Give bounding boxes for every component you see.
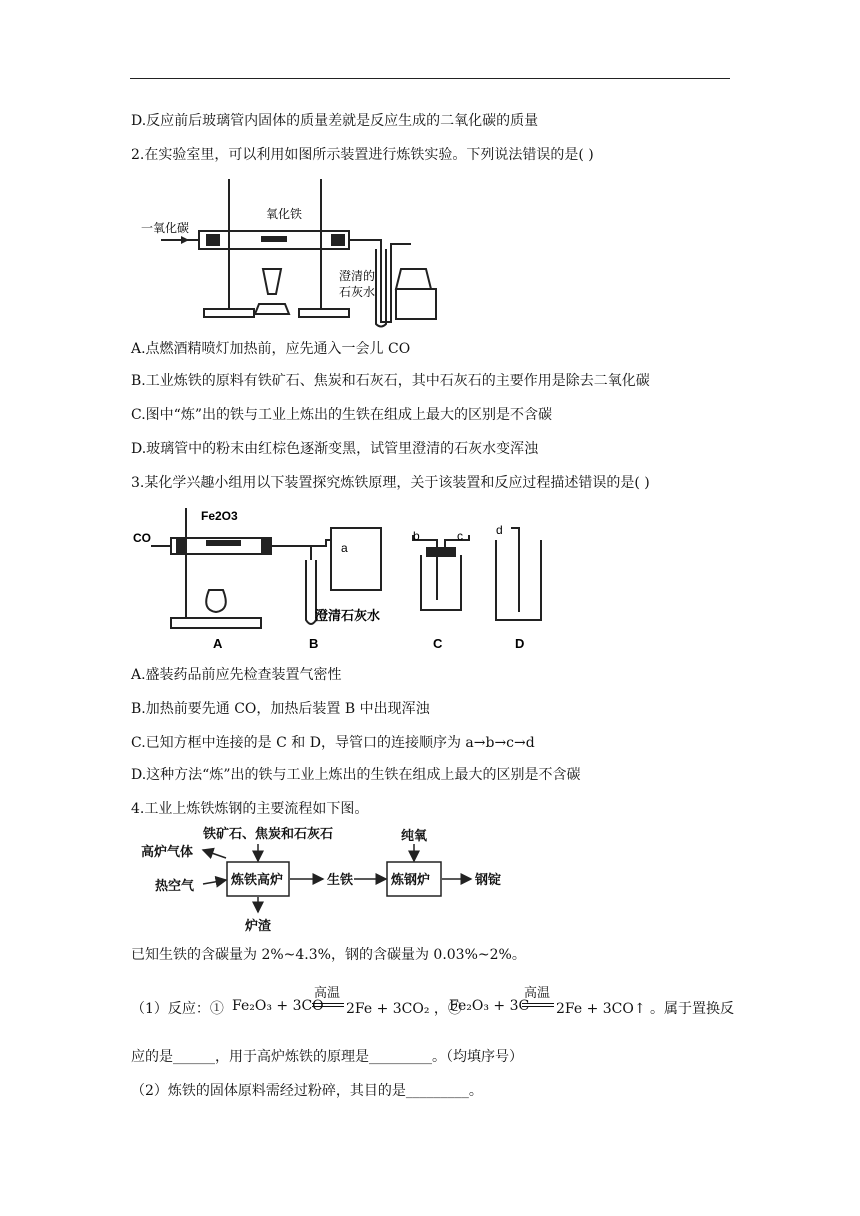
q2-option-c: C.图中“炼”出的铁与工业上炼出的生铁在组成上最大的区别是不含碳 — [131, 407, 552, 423]
question-3: 3.某化学兴趣小组用以下装置探究炼铁原理，关于该装置和反应过程描述错误的是( ) — [131, 475, 650, 491]
question-2: 2.在实验室里，可以利用如图所示装置进行炼铁实验。下列说法错误的是( ) — [131, 147, 594, 163]
eq2-condition: 高温 — [524, 986, 551, 1001]
label-limewater-1: 澄清的 — [339, 269, 376, 283]
eq1-sign — [312, 1003, 344, 1007]
label-b: B — [309, 636, 319, 651]
figure-apparatus-abcd — [131, 500, 571, 655]
port-d: d — [496, 523, 503, 537]
label-d: D — [515, 636, 525, 651]
q3-option-a: A.盛装药品前应先检查装置气密性 — [131, 667, 342, 683]
label-a: A — [213, 636, 223, 651]
label-co-2: CO — [133, 531, 151, 545]
q4-part1-continued: 应的是______，用于高炉炼铁的原理是_________。（均填序号） — [131, 1049, 523, 1065]
flow-hot-air: 热空气 — [155, 878, 195, 893]
q3-option-c: C.已知方框中连接的是 C 和 D，导管口的连接顺序为 a→b→c→d — [131, 735, 535, 751]
flow-pig-iron: 生铁 — [327, 872, 354, 887]
eq1-left: Fe₂O₃ + 3CO — [232, 998, 324, 1014]
figure-ironmaking-flow — [141, 826, 521, 936]
port-b: b — [413, 529, 420, 543]
eq-prefix: （1）反应：① — [131, 1001, 224, 1017]
flow-oxygen: 纯氧 — [401, 828, 428, 843]
label-limewater-2: 石灰水 — [339, 285, 376, 299]
figure-co-reduction-apparatus — [141, 174, 461, 329]
eq2-right: 2Fe + 3CO↑ 。属于置换反 — [556, 1001, 735, 1017]
flow-gas: 高炉气体 — [141, 844, 194, 859]
label-limewater-b: 澄清石灰水 — [315, 608, 381, 623]
eq2-sign — [522, 1003, 554, 1007]
header-rule — [130, 78, 730, 79]
q2-option-d: D.玻璃管中的粉末由红棕色逐渐变黑，试管里澄清的石灰水变浑浊 — [131, 441, 539, 457]
q3-option-d: D.这种方法“炼”出的铁与工业上炼出的生铁在组成上最大的区别是不含碳 — [131, 767, 581, 783]
flow-ingot: 钢锭 — [475, 872, 502, 887]
known-carbon-content: 已知生铁的含碳量为 2%~4.3%，钢的含碳量为 0.03%~2%。 — [131, 947, 526, 963]
q2-option-b: B.工业炼铁的原料有铁矿石、焦炭和石灰石，其中石灰石的主要作用是除去二氧化碳 — [131, 373, 650, 389]
q2-option-a: A.点燃酒精喷灯加热前，应先通入一会儿 CO — [131, 341, 411, 357]
port-a: a — [341, 541, 348, 555]
label-fe2o3: 氧化铁 — [266, 207, 303, 221]
label-co: 一氧化碳 — [141, 221, 190, 235]
eq1-right: 2Fe + 3CO₂ ，② — [346, 1001, 462, 1017]
label-c: C — [433, 636, 443, 651]
flow-inputs: 铁矿石、焦炭和石灰石 — [203, 826, 334, 841]
eq2-left: Fe₂O₃ + 3C — [449, 998, 530, 1014]
q3-option-b: B.加热前要先通 CO，加热后装置 B 中出现浑浊 — [131, 701, 430, 717]
flow-blast-furnace: 炼铁高炉 — [231, 872, 284, 887]
flow-slag: 炉渣 — [245, 918, 272, 933]
q4-part2: （2）炼铁的固体原料需经过粉碎，其目的是_________。 — [131, 1083, 483, 1099]
q1-option-d: D.反应前后玻璃管内固体的质量差就是反应生成的二氧化碳的质量 — [131, 113, 539, 129]
eq1-condition: 高温 — [314, 986, 341, 1001]
flow-steel-furnace: 炼钢炉 — [391, 872, 431, 887]
label-fe2o3-2: Fe2O3 — [201, 509, 238, 523]
question-4: 4.工业上炼铁炼钢的主要流程如下图。 — [131, 801, 369, 817]
port-c: c — [457, 529, 463, 543]
